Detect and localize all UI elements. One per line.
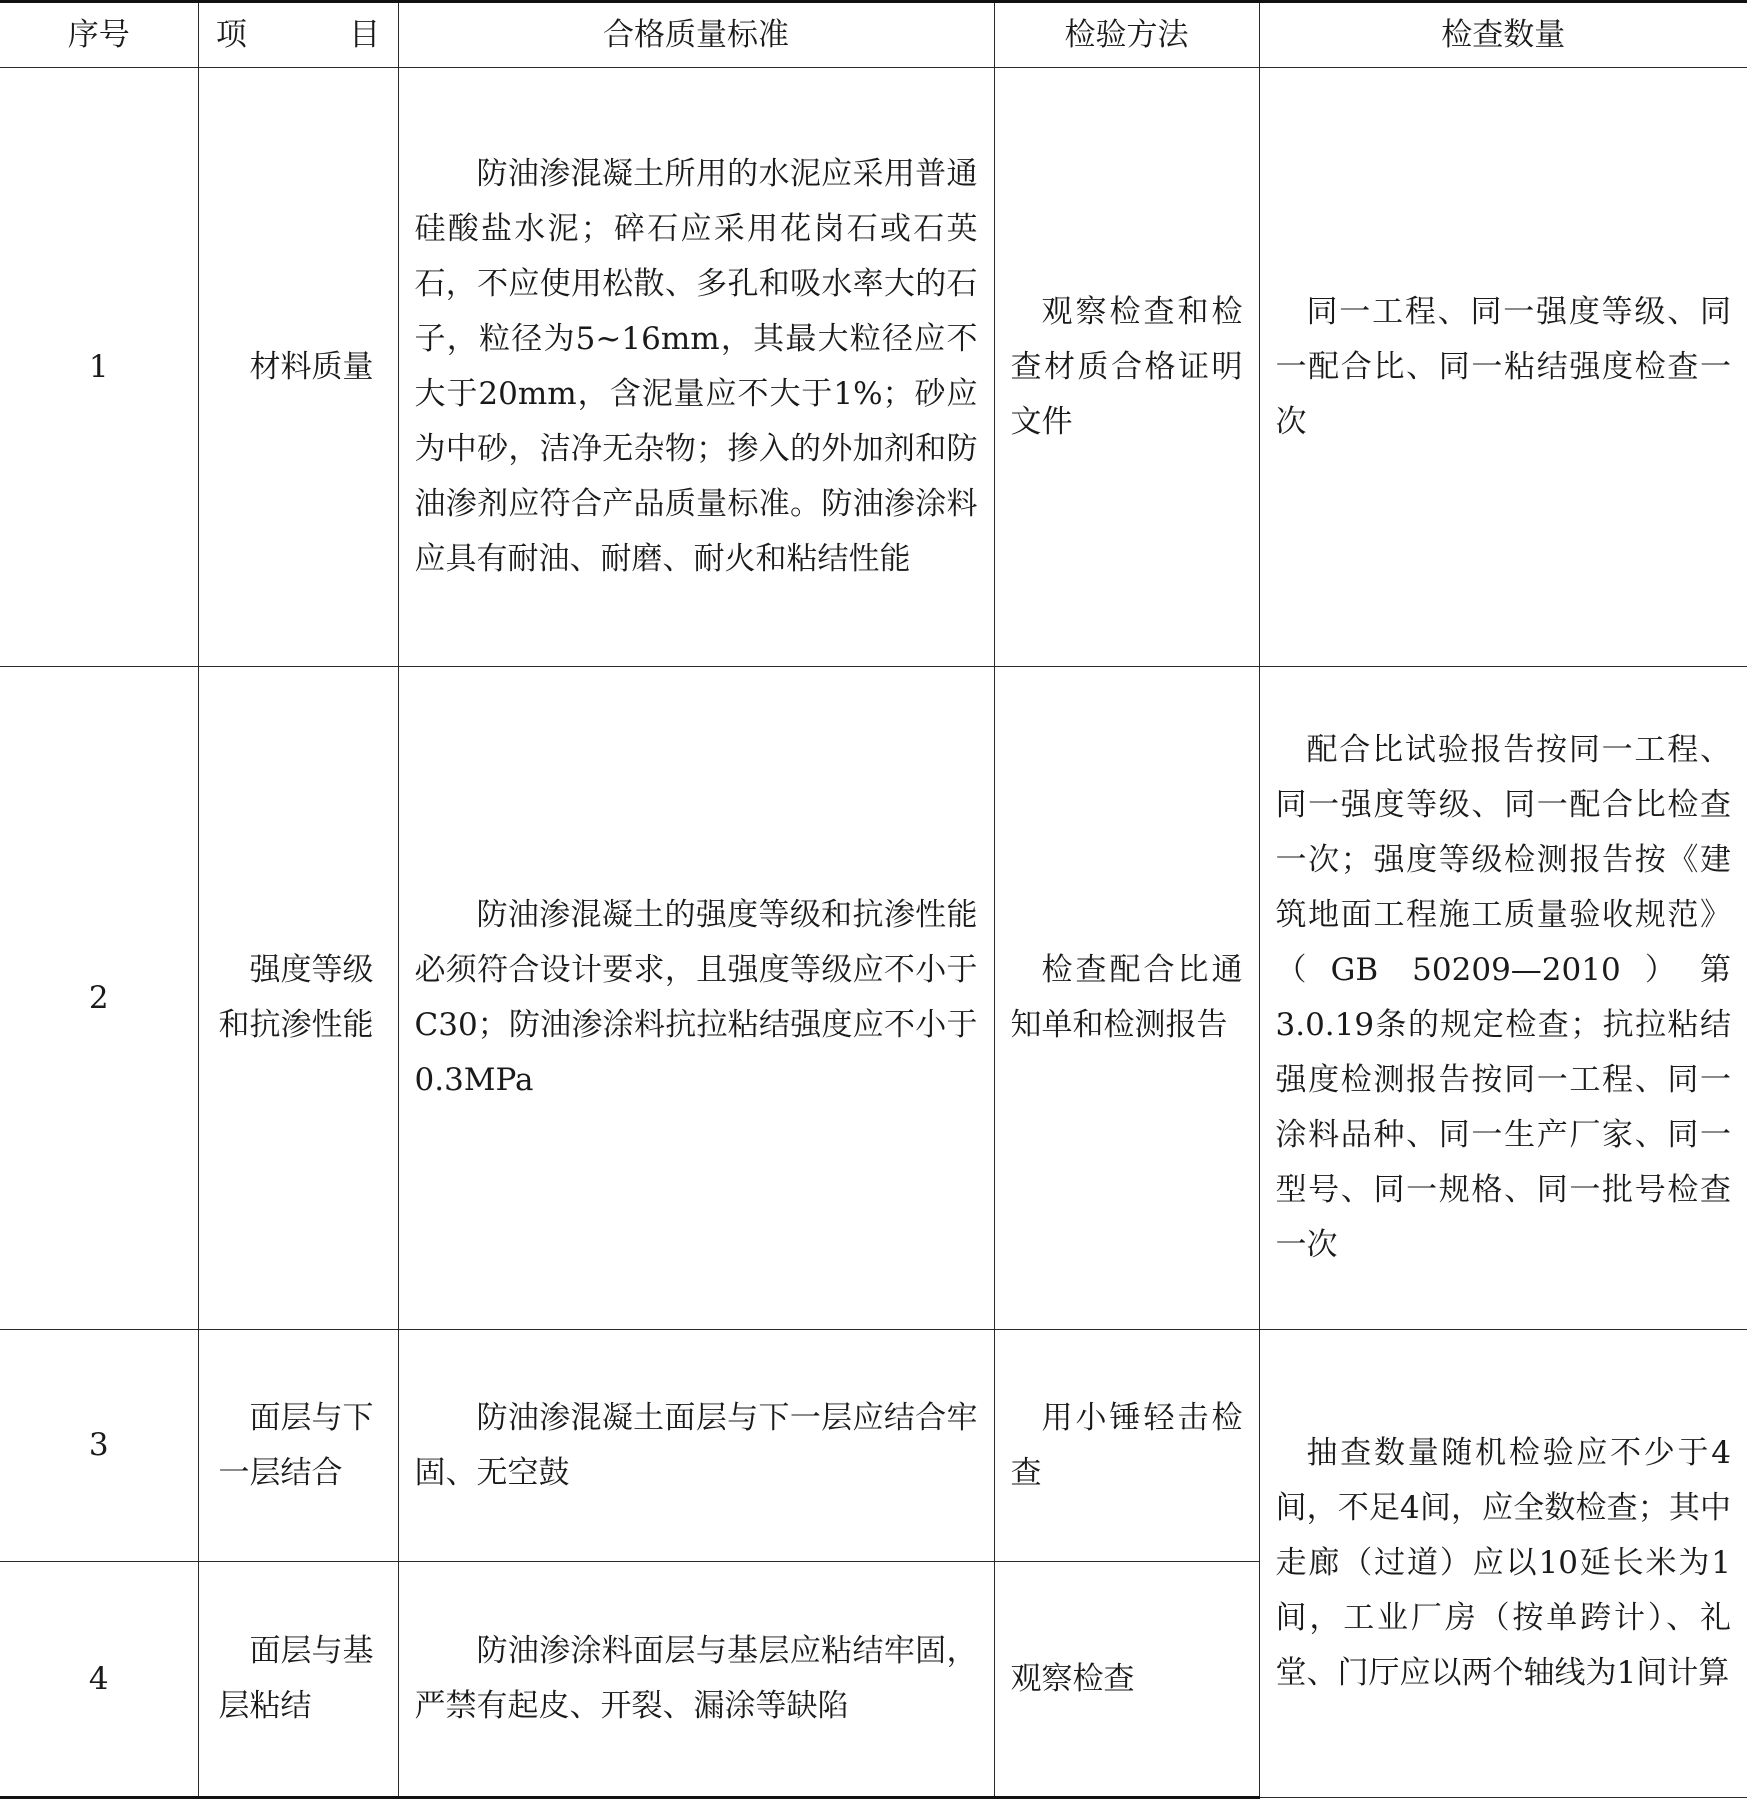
row-no: 2 [0,667,198,1330]
table-row [0,667,1747,1330]
row-item: 面层与下一层结合 [198,1330,398,1562]
row-item: 强度等级和抗渗性能 [198,667,398,1330]
header-item-a: 项 [215,16,247,53]
table-row [0,1330,1747,1562]
row-standard: 防油渗混凝土所用的水泥应采用普通硅酸盐水泥；碎石应采用花岗石或石英石，不应使用松散、多孔和吸水率大的石子，粒径为5~16mm，其最大粒径应不大于20mm，含泥量应不大于1%；砂应为中砂，洁净无杂物；掺入的外加剂和防油渗剂应符合产品质量标准。防油渗涂料应具有耐油、耐磨、耐火和粘结性能 [398,68,994,667]
row-quantity: 抽查数量随机检验应不少于4间，不足4间，应全数检查；其中走廊（过道）应以10延长米为1间，工业厂房（按单跨计）、礼堂、门厅应以两个轴线为1间计算 [1259,1330,1747,1798]
table-row [0,68,1747,667]
header-item-b: 目 [349,16,381,53]
row-quantity: 同一工程、同一强度等级、同一配合比、同一粘结强度检查一次 [1259,68,1747,667]
header-quantity: 检查数量 [1259,2,1747,68]
row-no: 1 [0,68,198,667]
header-no: 序号 [0,2,198,68]
row-standard: 防油渗混凝土面层与下一层应结合牢固、无空鼓 [398,1330,994,1562]
row-method: 检查配合比通知单和检测报告 [994,667,1259,1330]
row-no: 3 [0,1330,198,1562]
row-quantity: 配合比试验报告按同一工程、同一强度等级、同一配合比检查一次；强度等级检测报告按《建筑地面工程施工质量验收规范》（GB 50209—2010）第3.0.19条的规定检查；抗拉粘结强度检测报告按同一工程、同一涂料品种、同一生产厂家、同一型号、同一规格、同一批号检查一次 [1259,667,1747,1330]
header-standard: 合格质量标准 [398,2,994,68]
header-method: 检验方法 [994,2,1259,68]
row-standard: 防油渗涂料面层与基层应粘结牢固，严禁有起皮、开裂、漏涂等缺陷 [398,1562,994,1798]
row-no: 4 [0,1562,198,1798]
row-method: 用小锤轻击检查 [994,1330,1259,1562]
table-header-row [0,2,1747,68]
row-method: 观察检查和检查材质合格证明文件 [994,68,1259,667]
row-item: 材料质量 [198,68,398,667]
row-standard: 防油渗混凝土的强度等级和抗渗性能必须符合设计要求，且强度等级应不小于C30；防油渗涂料抗拉粘结强度应不小于0.3MPa [398,667,994,1330]
header-item [198,2,398,68]
row-method: 观察检查 [994,1562,1259,1798]
row-item: 面层与基层粘结 [198,1562,398,1798]
